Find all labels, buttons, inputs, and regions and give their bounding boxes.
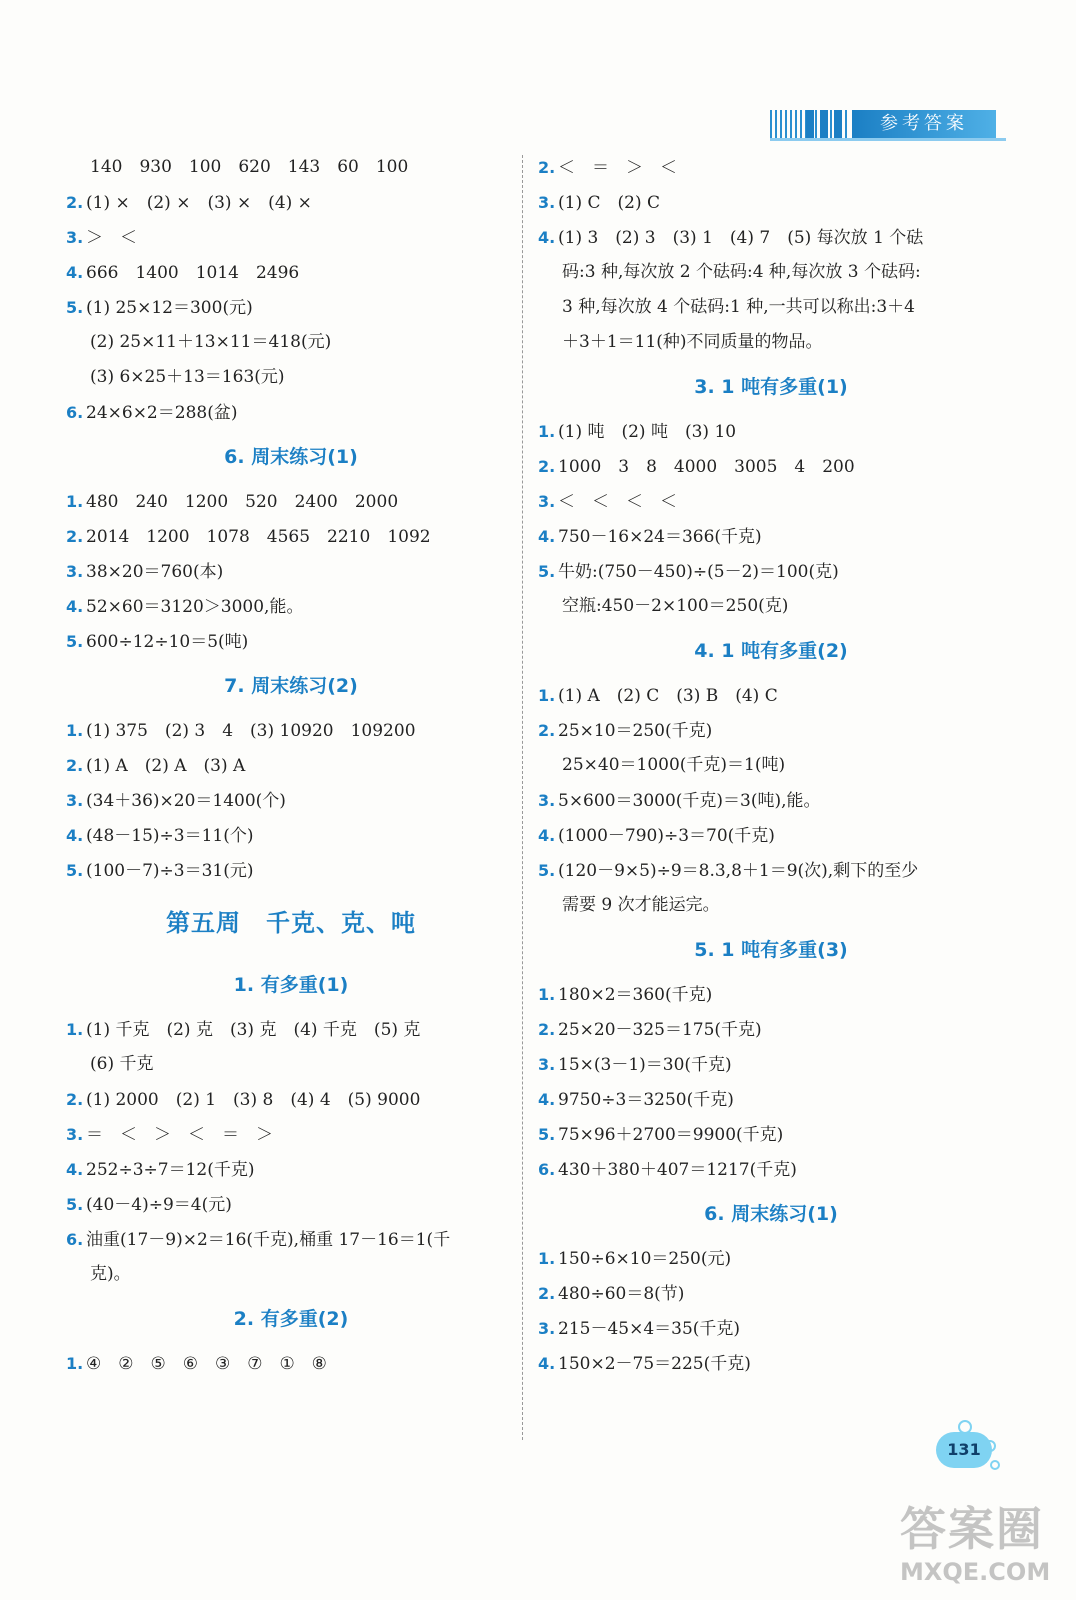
answer-text: 24×6×2＝288(盆) — [86, 403, 238, 423]
section-heading: 2. 有多重(2) — [233, 1308, 349, 1330]
answer-line — [66, 1082, 516, 1117]
answer-text: (34＋36)×20＝1400(个) — [86, 791, 286, 811]
answer-line — [66, 519, 516, 554]
question-number: 2. — [538, 721, 556, 740]
answer-text: 150×2－75＝225(千克) — [558, 1354, 751, 1374]
section-heading: 5. 1 吨有多重(3) — [694, 939, 848, 961]
answer-line — [66, 748, 516, 783]
question-number: 4. — [66, 597, 84, 616]
answer-line — [66, 185, 516, 220]
question-number: 5. — [66, 1195, 84, 1214]
answer-text: 140 930 100 620 143 60 100 — [90, 157, 409, 177]
question-number: 1. — [538, 1249, 556, 1268]
answer-text: 215－45×4＝35(千克) — [558, 1319, 741, 1339]
answer-line — [66, 484, 516, 519]
answer-line — [538, 1082, 1004, 1117]
answer-line — [538, 853, 1004, 888]
question-number: 3. — [66, 562, 84, 581]
answer-continuation: 需要 9 次才能运完。 — [562, 895, 720, 915]
question-number: 1. — [66, 1020, 84, 1039]
question-number: 3. — [66, 1125, 84, 1144]
answer-text: ＝ ＜ ＞ ＜ ＝ ＞ — [86, 1125, 273, 1145]
answer-line — [538, 977, 1004, 1012]
answer-line — [538, 1346, 1004, 1381]
section-heading: 6. 周末练习(1) — [224, 446, 358, 468]
question-number: 5. — [538, 861, 556, 880]
watermark-main: 答案圈 — [900, 1502, 1044, 1556]
answer-continuation: 码:3 种,每次放 2 个砝码:4 种,每次放 3 个砝码: — [562, 262, 921, 282]
question-number: 2. — [66, 193, 84, 212]
answer-text: ④ ② ⑤ ⑥ ③ ⑦ ① ⑧ — [86, 1354, 327, 1374]
answer-text: 252÷3÷7＝12(千克) — [86, 1160, 255, 1180]
answer-text: 75×96＋2700＝9900(千克) — [558, 1125, 784, 1145]
question-number: 5. — [538, 562, 556, 581]
answer-text: 666 1400 1014 2496 — [86, 263, 300, 283]
header-blocks — [806, 110, 850, 138]
question-number: 4. — [538, 826, 556, 845]
question-number: 6. — [66, 1230, 84, 1249]
answer-line — [538, 678, 1004, 713]
answer-text: 750－16×24＝366(千克) — [558, 527, 762, 547]
week-title: 第五周 千克、克、吨 — [166, 909, 416, 937]
answer-text: (40－4)÷9＝4(元) — [86, 1195, 232, 1215]
answer-text: 1000 3 8 4000 3005 4 200 — [558, 457, 855, 477]
answer-line — [66, 290, 516, 325]
answer-text: 2014 1200 1078 4565 2210 1092 — [86, 527, 431, 547]
answer-text: 600÷12÷10＝5(吨) — [86, 632, 249, 652]
answer-text: 480÷60＝8(节) — [558, 1284, 685, 1304]
answer-text: 15×(3－1)＝30(千克) — [558, 1055, 732, 1075]
answer-text: (1) 千克 (2) 克 (3) 克 (4) 千克 (5) 克 — [86, 1020, 421, 1040]
question-number: 5. — [66, 632, 84, 651]
question-number: 4. — [66, 1160, 84, 1179]
section-heading: 1. 有多重(1) — [233, 974, 349, 996]
question-number: 4. — [66, 263, 84, 282]
answer-line — [66, 1117, 516, 1152]
answer-text: 180×2＝360(千克) — [558, 985, 713, 1005]
header-band — [770, 110, 1006, 138]
section-label: 参考答案 — [852, 110, 996, 138]
section-heading: 4. 1 吨有多重(2) — [694, 640, 848, 662]
answer-line — [66, 1152, 516, 1187]
answer-text: (1) A (2) C (3) B (4) C — [558, 686, 778, 706]
answer-text: (1) 3 (2) 3 (3) 1 (4) 7 (5) 每次放 1 个砝 — [558, 228, 924, 248]
answer-text: ＜ ＝ ＞ ＜ — [558, 158, 677, 178]
answer-text: 25×20－325＝175(千克) — [558, 1020, 762, 1040]
answer-continuation: 25×40＝1000(千克)＝1(吨) — [562, 755, 786, 775]
question-number: 2. — [538, 1020, 556, 1039]
question-number: 3. — [538, 193, 556, 212]
answer-line — [538, 1012, 1004, 1047]
answer-line — [538, 1311, 1004, 1346]
answer-text: (1) × (2) × (3) × (4) × — [86, 193, 312, 213]
section-heading: 3. 1 吨有多重(1) — [694, 376, 848, 398]
answer-text: 油重(17－9)×2＝16(千克),桶重 17－16＝1(千 — [86, 1230, 451, 1250]
answer-line — [66, 589, 516, 624]
answer-text: (1) A (2) A (3) A — [86, 756, 246, 776]
question-number: 4. — [538, 527, 556, 546]
answer-line — [538, 783, 1004, 818]
question-number: 1. — [538, 985, 556, 1004]
answer-continuation: 空瓶:450－2×100＝250(克) — [562, 596, 789, 616]
question-number: 3. — [66, 228, 84, 247]
answer-line — [66, 783, 516, 818]
bubble-decoration — [990, 1460, 1000, 1470]
right-column — [538, 150, 1004, 1381]
question-number: 4. — [538, 1090, 556, 1109]
watermark-sub: MXQE.COM — [900, 1558, 1051, 1586]
answer-text: (1000－790)÷3＝70(千克) — [558, 826, 775, 846]
answer-text: 38×20＝760(本) — [86, 562, 224, 582]
answer-line — [538, 1152, 1004, 1187]
answer-line — [538, 185, 1004, 220]
answer-text: 430＋380＋407＝1217(千克) — [558, 1160, 797, 1180]
answer-text: (1) 25×12＝300(元) — [86, 298, 253, 318]
answer-continuation: (6) 千克 — [90, 1054, 154, 1074]
answer-text: 480 240 1200 520 2400 2000 — [86, 492, 399, 512]
answer-text: (1) 2000 (2) 1 (3) 8 (4) 4 (5) 9000 — [86, 1090, 421, 1110]
question-number: 6. — [538, 1160, 556, 1179]
answer-line — [538, 1117, 1004, 1152]
answer-line — [66, 395, 516, 430]
answer-text: (120－9×5)÷9＝8.3,8＋1＝9(次),剩下的至少 — [558, 861, 919, 881]
question-number: 1. — [66, 1354, 84, 1373]
answer-line — [538, 414, 1004, 449]
answer-text: (100－7)÷3＝31(元) — [86, 861, 254, 881]
answer-continuation: (3) 6×25＋13＝163(元) — [90, 367, 285, 387]
answer-line — [66, 1222, 516, 1257]
question-number: 4. — [538, 228, 556, 247]
answer-text: ＞ ＜ — [86, 228, 137, 248]
page-number: 131 — [936, 1432, 992, 1468]
answer-line — [538, 554, 1004, 589]
question-number: 2. — [66, 756, 84, 775]
left-column — [66, 150, 516, 1381]
answer-line — [538, 449, 1004, 484]
question-number: 3. — [538, 791, 556, 810]
answer-text: (48－15)÷3＝11(个) — [86, 826, 254, 846]
question-number: 1. — [538, 686, 556, 705]
answer-text: 5×600＝3000(千克)＝3(吨),能。 — [558, 791, 821, 811]
question-number: 2. — [538, 457, 556, 476]
question-number: 4. — [538, 1354, 556, 1373]
answer-text: 牛奶:(750－450)÷(5－2)＝100(克) — [558, 562, 839, 582]
answer-line — [538, 484, 1004, 519]
question-number: 2. — [538, 1284, 556, 1303]
question-number: 3. — [66, 791, 84, 810]
answer-line — [66, 255, 516, 290]
question-number: 1. — [66, 492, 84, 511]
question-number: 1. — [66, 721, 84, 740]
answer-text: 25×10＝250(千克) — [558, 721, 713, 741]
answer-continuation: (2) 25×11＋13×11＝418(元) — [90, 332, 332, 352]
section-heading: 7. 周末练习(2) — [224, 675, 358, 697]
answer-text: (1) 吨 (2) 吨 (3) 10 — [558, 422, 737, 442]
answer-text: ＜ ＜ ＜ ＜ — [558, 492, 677, 512]
answer-line — [538, 150, 1004, 185]
answer-text: 9750÷3＝3250(千克) — [558, 1090, 734, 1110]
answer-line — [66, 1346, 516, 1381]
question-number: 3. — [538, 1055, 556, 1074]
question-number: 2. — [66, 1090, 84, 1109]
question-number: 4. — [66, 826, 84, 845]
answer-line — [66, 1187, 516, 1222]
question-number: 6. — [66, 403, 84, 422]
question-number: 2. — [538, 158, 556, 177]
answer-text: 52×60＝3120＞3000,能。 — [86, 597, 304, 617]
column-divider — [522, 155, 523, 1440]
answer-continuation: 3 种,每次放 4 个砝码:1 种,一共可以称出:3＋4 — [562, 297, 915, 317]
answer-text: 150÷6×10＝250(元) — [558, 1249, 732, 1269]
answer-line — [538, 818, 1004, 853]
answer-line — [66, 624, 516, 659]
answer-line — [66, 220, 516, 255]
answer-line — [66, 713, 516, 748]
answer-line — [538, 1241, 1004, 1276]
header-underline — [770, 138, 1006, 141]
answer-line — [538, 519, 1004, 554]
answer-line — [538, 1047, 1004, 1082]
answer-line — [538, 713, 1004, 748]
watermark-logo — [900, 1500, 1068, 1592]
answer-text: (1) 375 (2) 3 4 (3) 10920 109200 — [86, 721, 416, 741]
section-heading: 6. 周末练习(1) — [704, 1203, 838, 1225]
answer-line — [66, 554, 516, 589]
question-number: 3. — [538, 1319, 556, 1338]
answer-line — [66, 1012, 516, 1047]
question-number: 5. — [66, 298, 84, 317]
question-number: 1. — [538, 422, 556, 441]
answer-line — [538, 1276, 1004, 1311]
answer-line — [66, 853, 516, 888]
answer-continuation: 克)。 — [90, 1264, 131, 1284]
answer-line — [66, 818, 516, 853]
answer-continuation: ＋3＋1＝11(种)不同质量的物品。 — [562, 332, 823, 352]
answer-line — [538, 220, 1004, 255]
question-number: 2. — [66, 527, 84, 546]
question-number: 5. — [538, 1125, 556, 1144]
question-number: 5. — [66, 861, 84, 880]
answer-line — [66, 150, 516, 185]
question-number: 3. — [538, 492, 556, 511]
answer-text: (1) C (2) C — [558, 193, 660, 213]
